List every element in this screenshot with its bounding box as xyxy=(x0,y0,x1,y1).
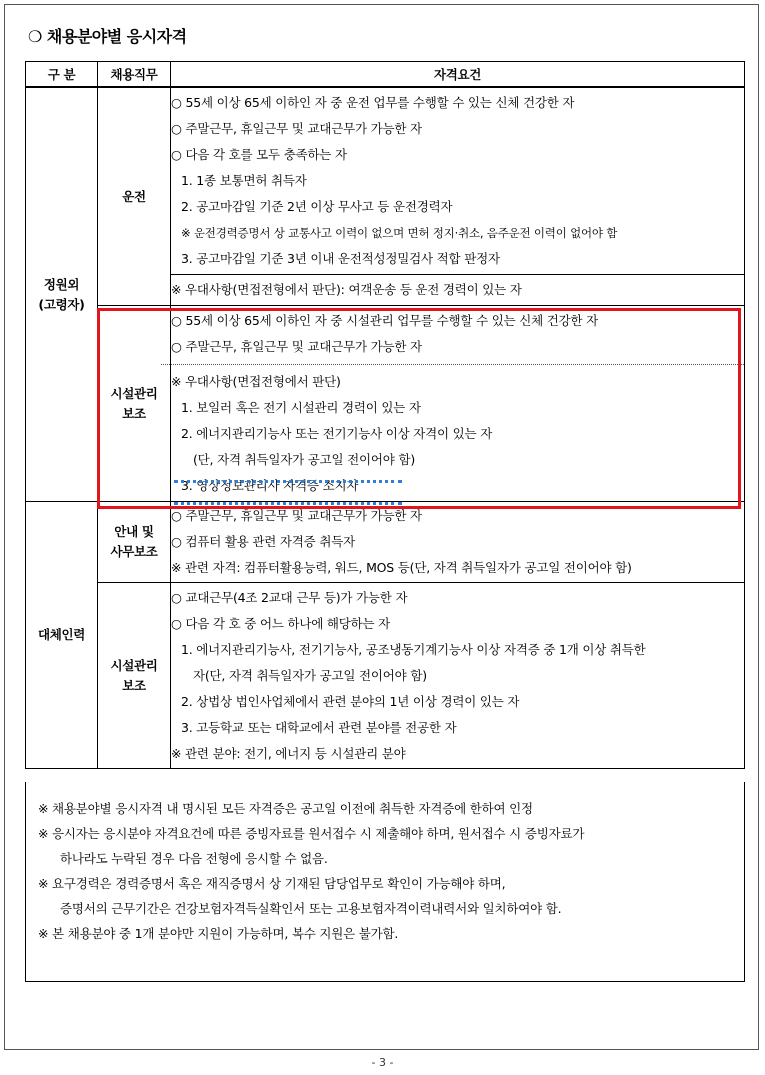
note-line: ※ 본 채용분야 중 1개 분야만 지원이 가능하며, 복수 지원은 불가함. xyxy=(38,926,399,941)
note-line: ※ 응시자는 응시분야 자격요건에 따른 증빙자료를 원서접수 시 제출해야 하며, 원서접수 시 증빙자료가 xyxy=(38,826,585,841)
requirements-table xyxy=(25,61,745,769)
requirements-driving: ○ 55세 이상 65세 이하인 자 중 운전 업무를 수행할 수 있는 신체 건강한 자 ○ 주말근무, 휴일근무 및 교대근무가 가능한 자 ○ 다음 각 호를 모두 충족하는 자 1. 1종 보통면허 취득자 2. 공고마감일 기준 2년 이상 무사고 등 운전경력자 ※ 운전경력증명서 상 교통사고 이력이 없으며 면허 정지·취소, 음주운전 이력이 없어야 함 3. 공고마감일 기준 3년 이내 운전적성정밀검사 적합 판정자 xyxy=(171,87,745,275)
note-line: 하나라도 누락된 경우 다음 전형에 응시할 수 없음. xyxy=(60,851,328,866)
job-cell-office: 안내 및 사무보조 xyxy=(98,502,171,583)
table-row xyxy=(26,583,745,769)
header-requirements: 자격요건 xyxy=(171,62,745,88)
note-line: 증명서의 근무기간은 건강보험자격득실확인서 또는 고용보험자격이력내력서와 일치하여야 함. xyxy=(60,901,562,916)
preference-driving: ※ 우대사항(면접전형에서 판단): 여객운송 등 운전 경력이 있는 자 xyxy=(171,275,745,306)
job-cell-facility-extra: 시설관리 보조 xyxy=(98,306,171,502)
notes-box xyxy=(25,782,745,982)
table-row xyxy=(26,87,745,275)
job-cell-driving: 운전 xyxy=(98,87,171,306)
note-line: ※ 요구경력은 경력증명서 혹은 재직증명서 상 기재된 담당업무로 확인이 가능해야 하며, xyxy=(38,876,506,891)
table-row xyxy=(26,306,745,502)
requirements-facility-extra: ○ 55세 이상 65세 이하인 자 중 시설관리 업무를 수행할 수 있는 신체 건강한 자 ○ 주말근무, 휴일근무 및 교대근무가 가능한 자 ※ 우대사항(면접전형에서 판단) 1. 보일러 혹은 전기 시설관리 경력이 있는 자 2. 에너지관리기능사 또는 전기기능사 이상 자격이 있는 자 (단, 자격 취득일자가 공고일 전이어야 함) 3. 영상정보관리사 자격증 소지자 xyxy=(171,306,745,502)
category-cell-substitute: 대체인력 xyxy=(26,502,98,769)
requirements-facility-sub: ○ 교대근무(4조 2교대 근무 등)가 가능한 자 ○ 다음 각 호 중 어느 하나에 해당하는 자 1. 에너지관리기능사, 전기기능사, 공조냉동기계기능사 이상 자격증 중 1개 이상 취득한 자(단, 자격 취득일자가 공고일 전이어야 함) 2. 상법상 법인사업체에서 관련 분야의 1년 이상 경력이 있는 자 3. 고등학교 또는 대학교에서 관련 분야를 전공한 자 ※ 관련 분야: 전기, 에너지 등 시설관리 분야 xyxy=(171,583,745,769)
requirements-office: ○ 주말근무, 휴일근무 및 교대근무가 가능한 자 ○ 컴퓨터 활용 관련 자격증 취득자 ※ 관련 자격: 컴퓨터활용능력, 워드, MOS 등(단, 자격 취득일자가 공고일 전이어야 함) xyxy=(171,502,745,583)
note-line: ※ 채용분야별 응시자격 내 명시된 모든 자격증은 공고일 이전에 취득한 자격증에 한하여 인정 xyxy=(38,801,533,816)
table-row xyxy=(26,502,745,583)
page-number: - 3 - xyxy=(371,1056,394,1069)
dotted-underline-top xyxy=(174,480,402,483)
job-cell-facility-sub: 시설관리 보조 xyxy=(98,583,171,769)
dotted-underline-bottom xyxy=(174,502,402,505)
category-cell-extra: 정원외 (고령자) xyxy=(26,87,98,502)
section-title: ❍ 채용분야별 응시자격 xyxy=(28,27,187,46)
dotted-divider xyxy=(161,364,744,365)
header-job: 채용직무 xyxy=(98,62,171,88)
header-category: 구 분 xyxy=(26,62,98,88)
table-header-row xyxy=(26,62,745,88)
